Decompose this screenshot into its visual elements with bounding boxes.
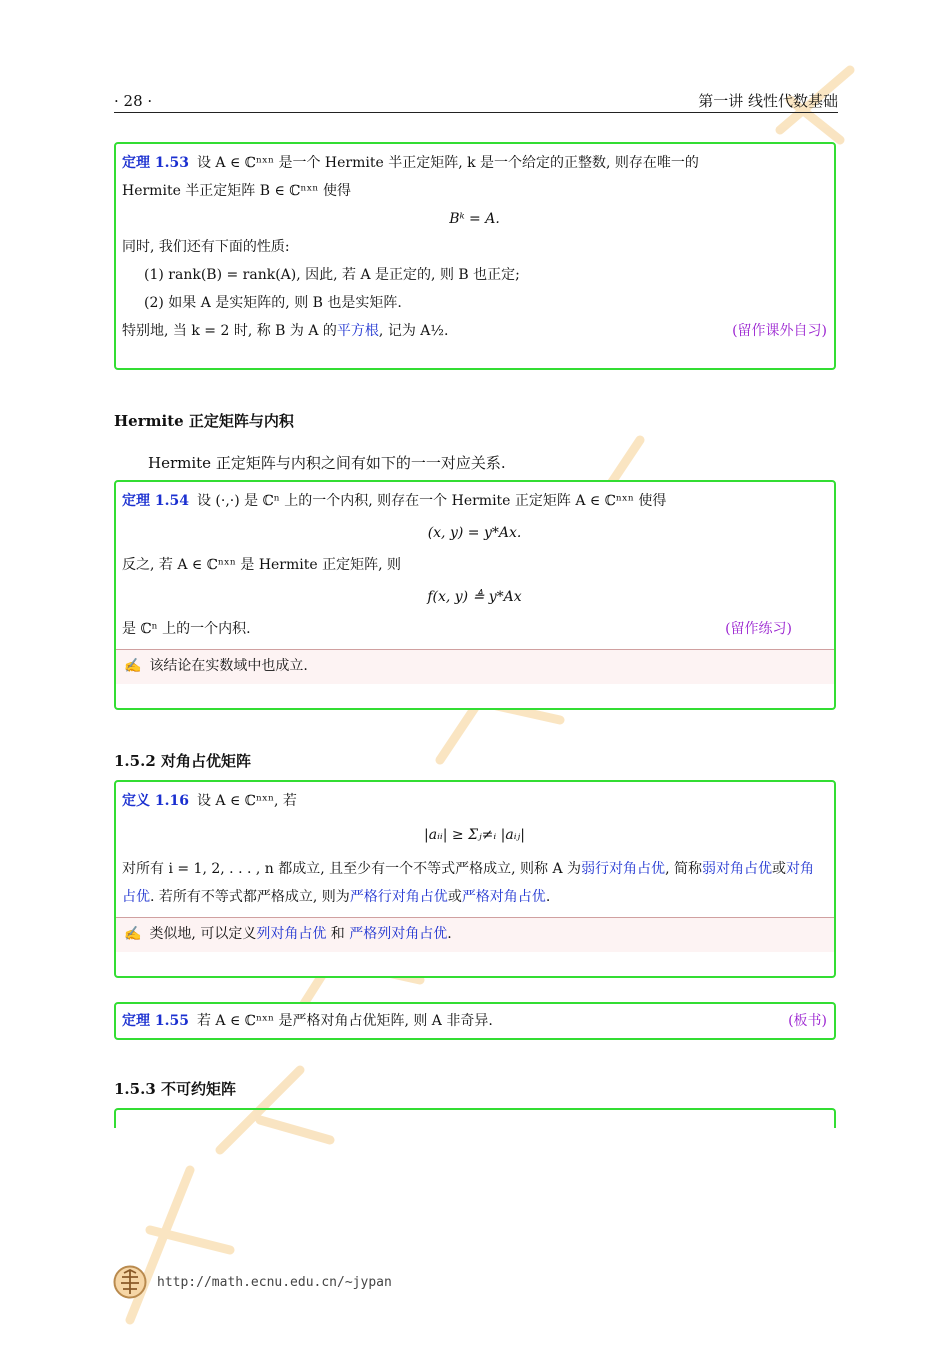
theorem-label: 定理 1.55: [122, 1013, 189, 1029]
definition-text: 或: [771, 861, 786, 877]
keyword-weak-dominant: 弱对角占优: [701, 861, 772, 877]
theorem-text: 反之, 若 A ∈ ℂⁿˣⁿ 是 Hermite 正定矩阵, 则: [122, 557, 402, 573]
keyword-strict-row-dominant: 严格行对角占优: [349, 889, 448, 905]
property-item-2: (2) 如果 A 是实矩阵的, 则 B 也是实矩阵.: [144, 295, 402, 311]
note-text: 和: [326, 926, 350, 942]
theorem-text: 是 ℂⁿ 上的一个内积.: [122, 621, 251, 637]
theorem-text: , 记为 A½.: [378, 323, 449, 339]
formula: Bᵏ = A.: [449, 211, 500, 227]
definition-text: . 若所有不等式都严格成立, 则为: [150, 889, 350, 905]
definition-1-16-box: [114, 780, 836, 978]
definition-text: , 简称: [665, 861, 702, 877]
pencil-icon: ✍: [124, 926, 142, 942]
note: [116, 649, 834, 684]
chapter-title: 第一讲 线性代数基础: [698, 92, 838, 110]
theorem-text: 设 A ∈ ℂⁿˣⁿ 是一个 Hermite 半正定矩阵, k 是一个给定的正整数, 则存在唯一的: [196, 155, 699, 171]
note: [116, 917, 834, 952]
definition-text: .: [545, 889, 551, 905]
page-header: [114, 88, 838, 113]
theorem-label: 定理 1.53: [122, 155, 189, 171]
formula: (x, y) = y*Ax.: [427, 525, 522, 541]
theorem-text: 同时, 我们还有下面的性质:: [122, 239, 290, 255]
note-text: 该结论在实数域中也成立.: [149, 658, 308, 674]
definition-label: 定义 1.16: [122, 793, 189, 809]
definition-text: 设 A ∈ ℂⁿˣⁿ, 若: [196, 793, 297, 809]
theorem-label: 定理 1.54: [122, 493, 189, 509]
keyword-dominant: 对角占优: [122, 861, 814, 905]
theorem-1-54-box: [114, 480, 836, 710]
theorem-1-53-box: [114, 142, 836, 370]
university-seal-icon: [113, 1265, 147, 1299]
keyword-weak-row-dominant: 弱行对角占优: [581, 861, 666, 877]
definition-text: 对所有 i = 1, 2, . . . , n 都成立, 且至少有一个不等式严格成立, 则称 A 为: [122, 861, 582, 877]
definition-text: 或: [447, 889, 462, 905]
paragraph: Hermite 正定矩阵与内积之间有如下的一一对应关系.: [148, 454, 506, 472]
exercise-tag: (留作练习): [725, 621, 792, 637]
theorem-1-55-box: [114, 1002, 836, 1040]
theorem-text: 特别地, 当 k = 2 时, 称 B 为 A 的: [122, 323, 337, 339]
theorem-text: 设 (·,·) 是 ℂⁿ 上的一个内积, 则存在一个 Hermite 正定矩阵 A ∈ ℂⁿˣⁿ 使得: [196, 493, 667, 509]
formula: f(x, y) ≜ y*Ax: [427, 589, 522, 605]
keyword-column-dominant: 列对角占优: [256, 926, 327, 942]
keyword-strict-column-dominant: 严格列对角占优: [349, 926, 448, 942]
note-text: 类似地, 可以定义: [149, 926, 257, 942]
theorem-box-partial: [114, 1108, 836, 1128]
self-study-tag: (留作课外自习): [732, 323, 827, 339]
section-title: 1.5.2 对角占优矩阵: [114, 752, 251, 770]
theorem-text: 若 A ∈ ℂⁿˣⁿ 是严格对角占优矩阵, 则 A 非奇异.: [196, 1013, 493, 1029]
property-item-1: (1) rank(B) = rank(A), 因此, 若 A 是正定的, 则 B 也正定;: [144, 267, 520, 283]
blackboard-tag: (板书): [788, 1013, 827, 1029]
subsection-title: Hermite 正定矩阵与内积: [114, 412, 294, 430]
footer-url[interactable]: http://math.ecnu.edu.cn/~jypan: [157, 1275, 392, 1290]
keyword-strict-dominant: 严格对角占优: [461, 889, 546, 905]
keyword-square-root: 平方根: [336, 323, 379, 339]
formula: |aᵢᵢ| ≥ Σⱼ≠ᵢ |aᵢⱼ|: [424, 827, 525, 843]
note-text: .: [447, 926, 452, 942]
pencil-icon: ✍: [124, 658, 142, 674]
section-title: 1.5.3 不可约矩阵: [114, 1080, 236, 1098]
page-number: · 28 ·: [114, 92, 153, 110]
theorem-text: Hermite 半正定矩阵 B ∈ ℂⁿˣⁿ 使得: [122, 183, 351, 199]
